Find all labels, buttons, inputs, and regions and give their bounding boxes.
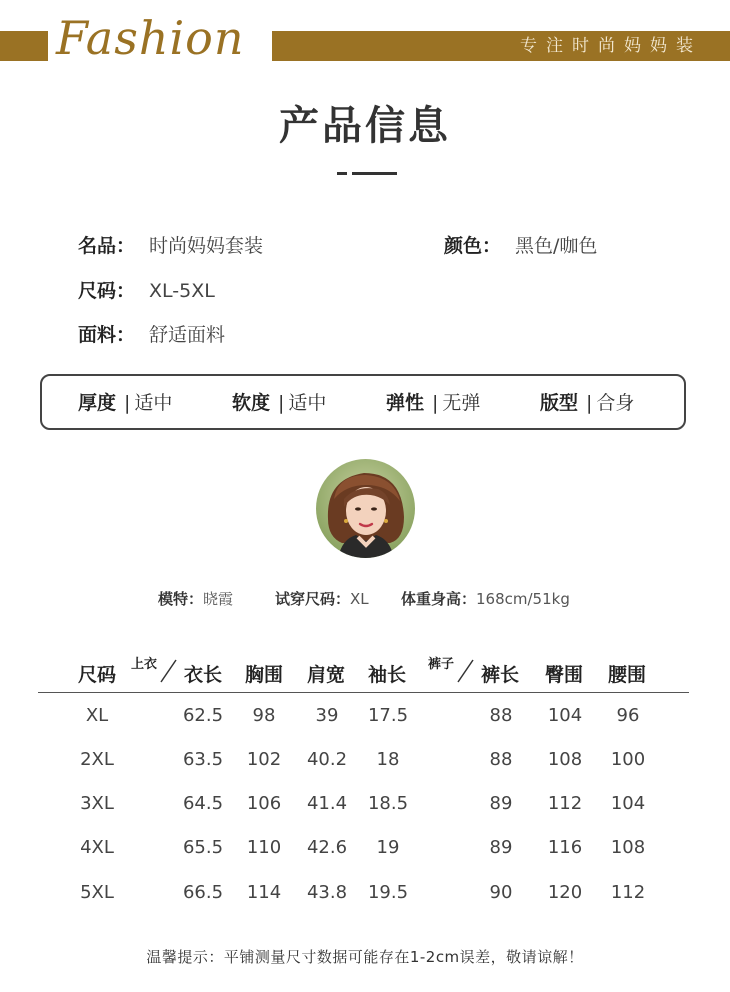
attribute-separator: | — [278, 392, 285, 414]
top-measure-cell: 102 — [246, 749, 282, 770]
attribute-value: 无弹 — [442, 392, 481, 414]
attribute-thickness — [78, 390, 172, 416]
info-fabric-value: 舒适面料 — [149, 324, 226, 346]
pants-measure-cell: 104 — [547, 705, 583, 726]
header-sleeve: 袖长 — [368, 664, 407, 686]
pants-measure-cell: 88 — [489, 705, 513, 726]
top-measure-cell: 106 — [246, 793, 282, 814]
model-body — [401, 589, 570, 609]
model-size-value: XL — [350, 590, 369, 608]
size-cell: 2XL — [80, 749, 114, 770]
top-measure-cell: 62.5 — [182, 705, 224, 726]
header-shoulder: 肩宽 — [307, 664, 346, 686]
pants-measure-cell: 89 — [489, 837, 513, 858]
pants-measure-cell: 112 — [547, 793, 583, 814]
model-size-label: 试穿尺码： — [275, 590, 351, 608]
header-length: 衣长 — [184, 664, 223, 686]
header-pants-length: 裤长 — [481, 664, 520, 686]
top-measure-cell: 18.5 — [367, 793, 409, 814]
top-measure-cell: 41.4 — [306, 793, 348, 814]
brand-logo: Fashion — [56, 11, 245, 65]
info-name-label: 名品： — [78, 235, 136, 257]
attribute-label: 软度 — [232, 392, 271, 414]
pants-measure-cell: 108 — [610, 837, 646, 858]
brand-tagline: 专注时尚妈妈装 — [520, 36, 702, 56]
top-measure-cell: 63.5 — [182, 749, 224, 770]
model-avatar — [316, 459, 415, 558]
top-measure-cell: 98 — [252, 705, 276, 726]
top-measure-cell: 40.2 — [306, 749, 348, 770]
top-measure-cell: 19.5 — [367, 882, 409, 903]
pants-measure-cell: 89 — [489, 793, 513, 814]
info-name-value: 时尚妈妈套装 — [149, 235, 264, 257]
info-fabric — [78, 322, 225, 348]
info-size — [78, 278, 215, 304]
model-size — [275, 589, 369, 609]
info-size-label: 尺码： — [78, 280, 136, 302]
attribute-label: 版型 — [540, 392, 579, 414]
pants-measure-cell: 116 — [547, 837, 583, 858]
top-measure-cell: 18 — [376, 749, 400, 770]
pants-measure-cell: 96 — [616, 705, 640, 726]
model-body-value: 168cm/51kg — [476, 590, 570, 608]
pants-group-slash — [455, 658, 475, 684]
top-measure-cell: 17.5 — [367, 705, 409, 726]
top-measure-cell: 43.8 — [306, 882, 348, 903]
pants-measure-cell: 112 — [610, 882, 646, 903]
title-divider-long — [352, 172, 397, 175]
info-color-value: 黑色/咖色 — [515, 235, 598, 257]
attribute-separator: | — [586, 392, 593, 414]
model-name — [158, 589, 233, 609]
model-name-label: 模特： — [158, 590, 204, 608]
info-fabric-label: 面料： — [78, 324, 136, 346]
pants-measure-cell: 90 — [489, 882, 513, 903]
header-waist: 腰围 — [608, 664, 647, 686]
top-group-label: 上衣 — [131, 657, 158, 672]
pants-measure-cell: 104 — [610, 793, 646, 814]
size-cell: 4XL — [80, 837, 114, 858]
top-measure-cell: 42.6 — [306, 837, 348, 858]
attribute-separator: | — [124, 392, 131, 414]
size-header: 尺码 — [78, 664, 117, 686]
header-chest: 胸围 — [245, 664, 284, 686]
top-measure-cell: 66.5 — [182, 882, 224, 903]
attribute-value: 适中 — [134, 392, 173, 414]
attribute-label: 厚度 — [78, 392, 117, 414]
top-measure-cell: 110 — [246, 837, 282, 858]
size-cell: 5XL — [80, 882, 114, 903]
table-divider — [38, 692, 689, 693]
attribute-value: 适中 — [288, 392, 327, 414]
attribute-softness — [232, 390, 326, 416]
header-hip: 臀围 — [545, 664, 584, 686]
info-color — [444, 233, 597, 259]
info-name — [78, 233, 263, 259]
top-measure-cell: 65.5 — [182, 837, 224, 858]
pants-measure-cell: 120 — [547, 882, 583, 903]
top-measure-cell: 64.5 — [182, 793, 224, 814]
info-size-value: XL-5XL — [149, 280, 215, 302]
pants-measure-cell: 100 — [610, 749, 646, 770]
top-measure-cell: 19 — [376, 837, 400, 858]
header-band-left — [0, 31, 48, 61]
page-title: 产品信息 — [279, 102, 451, 149]
attribute-value: 合身 — [596, 392, 635, 414]
top-measure-cell: 39 — [315, 705, 339, 726]
pants-measure-cell: 108 — [547, 749, 583, 770]
attribute-elasticity — [386, 390, 480, 416]
top-group-slash — [158, 658, 178, 684]
size-cell: XL — [85, 705, 109, 726]
footer-note: 温馨提示：平铺测量尺寸数据可能存在1-2cm误差，敬请谅解！ — [146, 948, 584, 966]
attribute-fit — [540, 390, 634, 416]
top-measure-cell: 114 — [246, 882, 282, 903]
title-divider-short — [337, 172, 347, 175]
model-portrait-icon — [316, 459, 415, 558]
model-name-value: 晓霞 — [203, 590, 234, 608]
pants-measure-cell: 88 — [489, 749, 513, 770]
model-body-label: 体重身高： — [401, 590, 477, 608]
pants-group-label: 裤子 — [428, 657, 455, 672]
attribute-label: 弹性 — [386, 392, 425, 414]
info-color-label: 颜色： — [444, 235, 502, 257]
attribute-separator: | — [432, 392, 439, 414]
size-cell: 3XL — [80, 793, 114, 814]
